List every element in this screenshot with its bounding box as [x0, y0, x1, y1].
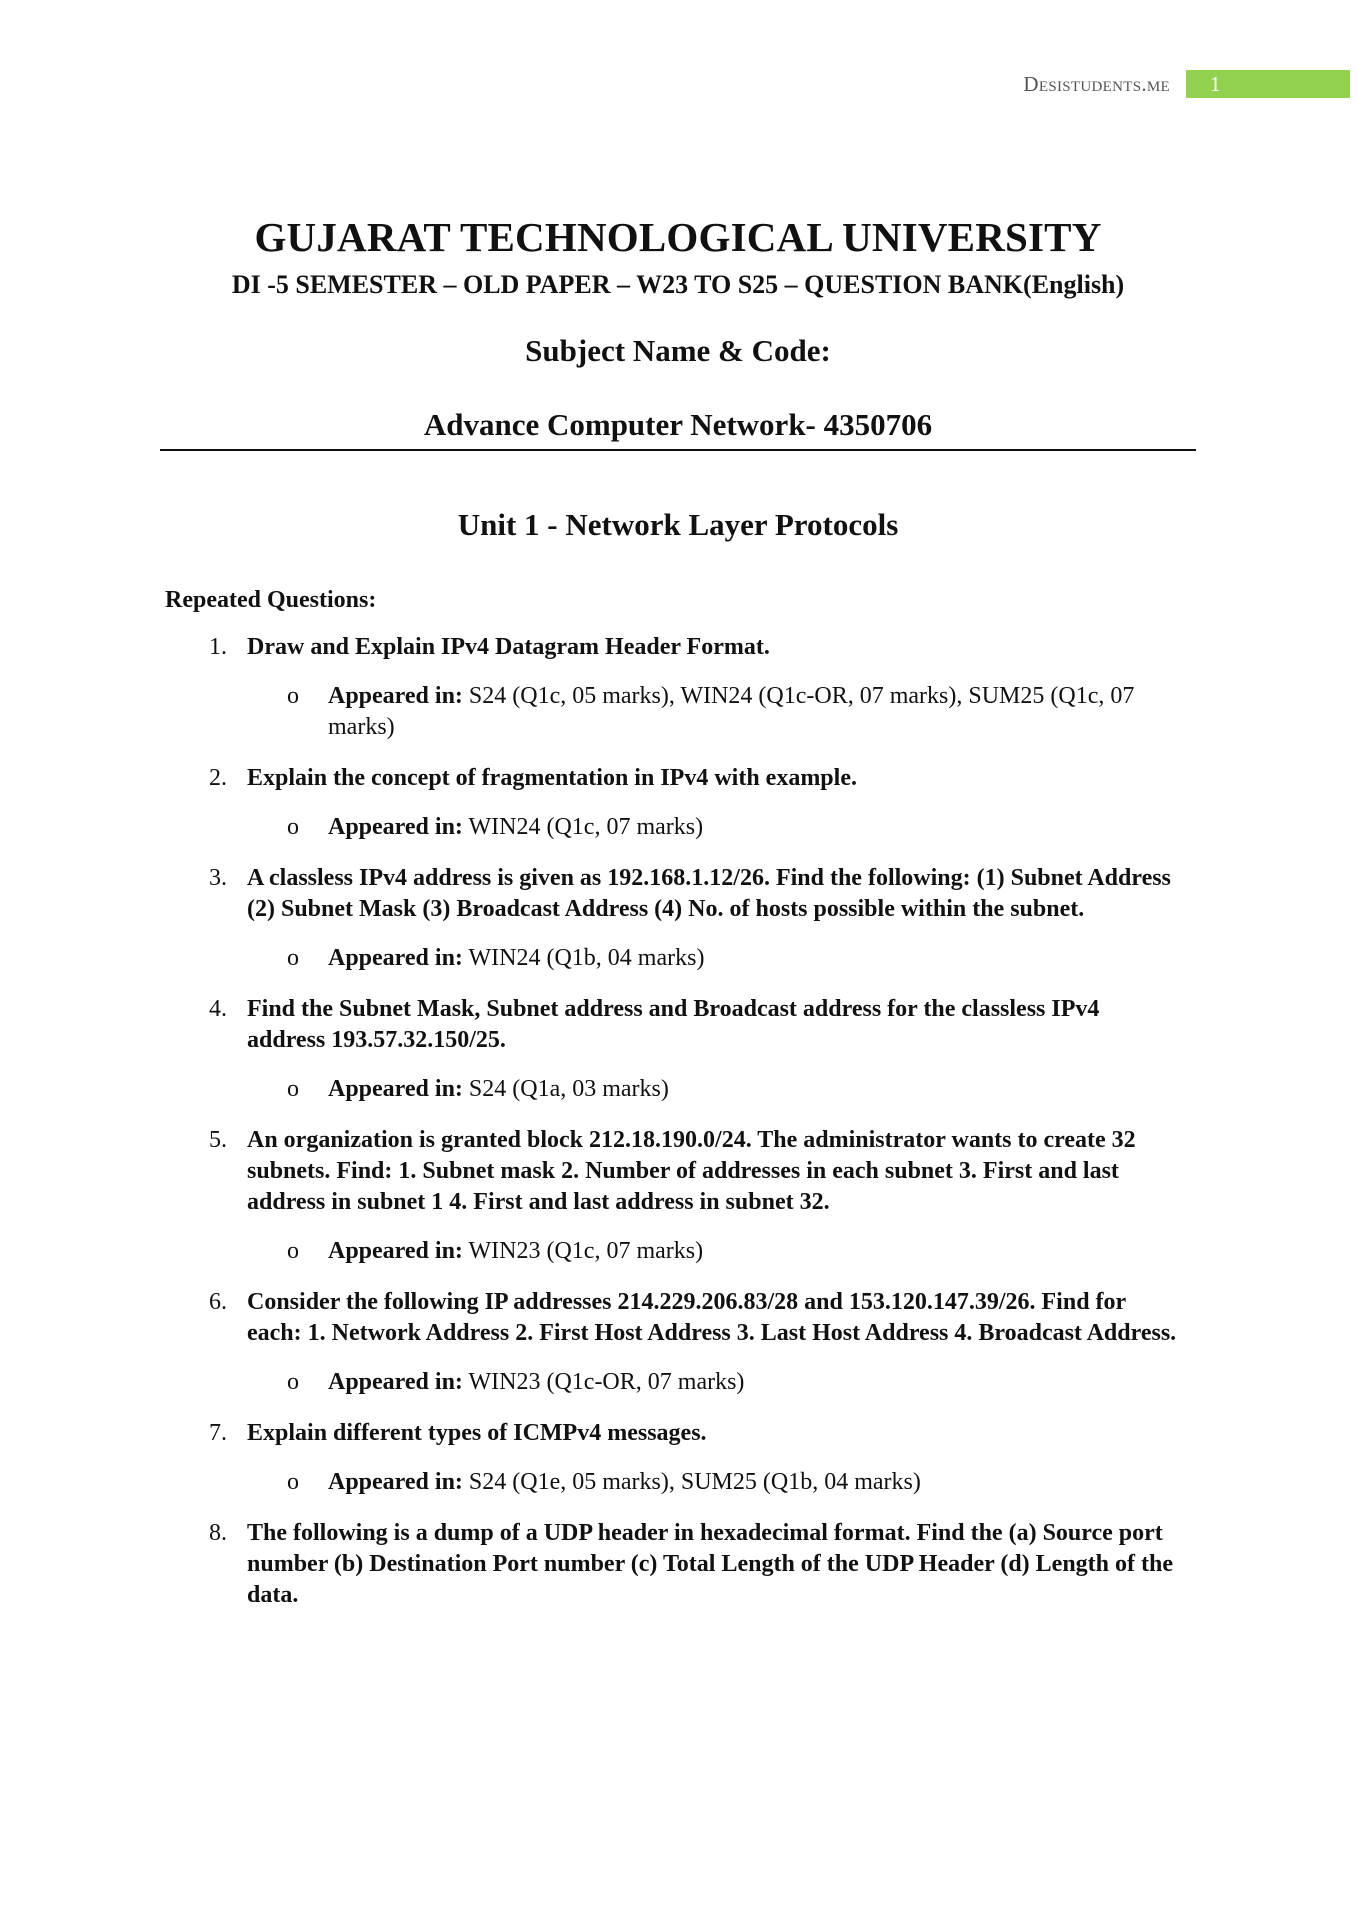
appeared-in-label: Appeared in:: [328, 1238, 463, 1264]
appeared-in-label: Appeared in:: [328, 814, 463, 840]
appeared-in-row: [0, 681, 1358, 743]
question-item: [0, 1287, 1358, 1398]
question-text: Consider the following IP addresses 214.229.206.83/28 and 153.120.147.39/26. Find for each: 1. Network Address 2. First Host Address 3. Last Host Address 4. Broadcast Address.: [247, 1289, 1177, 1346]
appeared-in-label: Appeared in:: [328, 1369, 463, 1395]
question-text: Find the Subnet Mask, Subnet address and Broadcast address for the classless IPv4 address 193.57.32.150/25.: [247, 996, 1100, 1053]
bullet-marker: o: [287, 945, 299, 971]
question-number: 2.: [209, 765, 227, 791]
bullet-marker: o: [287, 1238, 299, 1264]
appeared-in-text: [328, 681, 1182, 743]
question-text: Draw and Explain IPv4 Datagram Header Format.: [247, 634, 770, 660]
unit-title: Unit 1 - Network Layer Protocols: [457, 507, 899, 542]
appeared-in-value: S24 (Q1a, 03 marks): [468, 1076, 669, 1102]
question-number: 4.: [209, 996, 227, 1022]
site-name: Desistudents.me: [1023, 71, 1170, 96]
subject-name-code: Advance Computer Network- 4350706: [423, 407, 933, 442]
question-item: [0, 994, 1358, 1105]
question-item: [0, 632, 1358, 743]
appeared-in-value: WIN23 (Q1c, 07 marks): [468, 1238, 704, 1264]
question-item: [0, 1518, 1358, 1611]
question-number: 3.: [209, 865, 227, 891]
question-item: [0, 1418, 1358, 1498]
appeared-in-row: [0, 1236, 1358, 1267]
question-number: 6.: [209, 1289, 227, 1315]
appeared-in-row: [0, 1367, 1358, 1398]
appeared-in-text: [328, 812, 1182, 843]
question-text: Explain the concept of fragmentation in IPv4 with example.: [247, 765, 857, 791]
question-item: [0, 863, 1358, 974]
appeared-in-row: [0, 1074, 1358, 1105]
question-number: 7.: [209, 1420, 227, 1446]
appeared-in-value: WIN24 (Q1b, 04 marks): [468, 945, 705, 971]
appeared-in-label: Appeared in:: [328, 683, 463, 709]
appeared-in-row: [0, 943, 1358, 974]
university-title: GUJARAT TECHNOLOGICAL UNIVERSITY: [254, 214, 1102, 260]
appeared-in-label: Appeared in:: [328, 1076, 463, 1102]
bullet-marker: o: [287, 1469, 299, 1495]
title-divider: [160, 449, 1196, 451]
paper-subtitle: DI -5 SEMESTER – OLD PAPER – W23 TO S25 – QUESTION BANK(English): [231, 270, 1125, 299]
appeared-in-text: [328, 1074, 1182, 1105]
question-number: 8.: [209, 1520, 227, 1546]
bullet-marker: o: [287, 814, 299, 840]
appeared-in-value: WIN23 (Q1c-OR, 07 marks): [468, 1369, 745, 1395]
bullet-marker: o: [287, 1369, 299, 1395]
page-header: [1023, 70, 1358, 98]
appeared-in-row: [0, 1467, 1358, 1498]
section-label: Repeated Questions:: [165, 587, 377, 613]
question-item: [0, 763, 1358, 843]
appeared-in-text: [328, 1236, 1182, 1267]
question-text: Explain different types of ICMPv4 messages.: [247, 1420, 707, 1446]
page-number: 1: [1210, 71, 1221, 96]
question-item: [0, 1125, 1358, 1267]
question-list: [0, 632, 1358, 1631]
appeared-in-text: [328, 1367, 1182, 1398]
appeared-in-value: WIN24 (Q1c, 07 marks): [468, 814, 704, 840]
appeared-in-text: [328, 943, 1182, 974]
appeared-in-label: Appeared in:: [328, 1469, 463, 1495]
appeared-in-value: S24 (Q1c, 05 marks), WIN24 (Q1c-OR, 07 marks), SUM25 (Q1c, 07 marks): [328, 683, 1135, 740]
question-number: 5.: [209, 1127, 227, 1153]
subject-label: Subject Name & Code:: [525, 333, 831, 368]
question-text: The following is a dump of a UDP header in hexadecimal format. Find the (a) Source port number (b) Destination Port number (c) Total Length of the UDP Header (d) Length of the data.: [247, 1520, 1173, 1608]
appeared-in-text: [328, 1467, 1182, 1498]
appeared-in-value: S24 (Q1e, 05 marks), SUM25 (Q1b, 04 marks): [468, 1469, 921, 1495]
question-text: An organization is granted block 212.18.190.0/24. The administrator wants to create 32 subnets. Find: 1. Subnet mask 2. Number of addresses in each subnet 3. First and last address in subnet 1 4. First and last address in subnet 32.: [247, 1127, 1136, 1215]
question-text: A classless IPv4 address is given as 192.168.1.12/26. Find the following: (1) Subnet Address (2) Subnet Mask (3) Broadcast Address (4) No. of hosts possible within the subnet.: [247, 865, 1171, 922]
bullet-marker: o: [287, 1076, 299, 1102]
question-number: 1.: [209, 634, 227, 660]
page-number-badge: [1186, 70, 1350, 98]
bullet-marker: o: [287, 683, 299, 709]
appeared-in-label: Appeared in:: [328, 945, 463, 971]
appeared-in-row: [0, 812, 1358, 843]
